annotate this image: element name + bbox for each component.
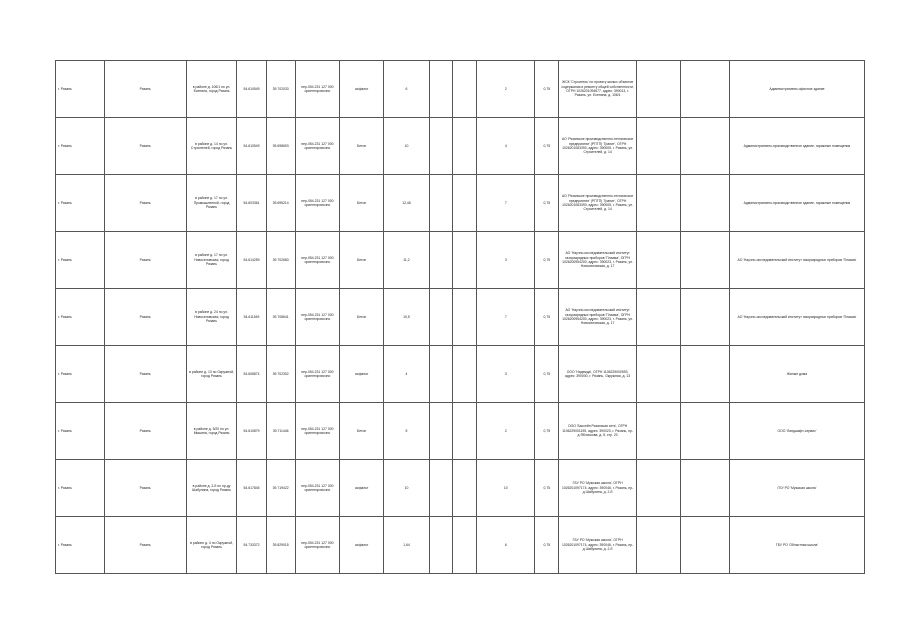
table-cell-coords: нер-054.231 127 000 ориентировочно [295, 346, 339, 403]
table-cell-city: г. Рязань [56, 232, 105, 289]
table-cell-owner: ООО 'Бассейн Рязанская сеть', ОГРН 1106229001195, адрес: 390023, г. Рязань, пр-д Яблочкова, д. 5, стр. 20 [559, 403, 637, 460]
table-row [56, 118, 865, 175]
table-cell-region: Рязань [104, 232, 186, 289]
table-cell-lat: 54.603361 [237, 175, 266, 232]
table-cell-pad2 [681, 61, 730, 118]
table-cell-n1 [429, 289, 453, 346]
table-cell-region: Рязань [104, 517, 186, 574]
table-cell-coords: нер-054.231 127 000 ориентировочно [295, 61, 339, 118]
registry-table [55, 60, 865, 574]
table-cell-city: г. Рязань [56, 61, 105, 118]
table-cell-coords: нер-054.231 127 000 ориентировочно [295, 175, 339, 232]
table-cell-pad1 [636, 460, 680, 517]
table-cell-coords: нер-054.231 127 000 ориентировочно [295, 232, 339, 289]
table-cell-surface: асфальт [340, 346, 384, 403]
table-cell-surface: Бетон [340, 403, 384, 460]
table-cell-count: 7 [477, 175, 535, 232]
table-cell-surface: Бетон [340, 289, 384, 346]
table-cell-location: в районе д. 24 по ул. Новоселовская, город Рязань [186, 289, 237, 346]
table-cell-source: Административно-производственное здание, гаражные помещения [729, 175, 864, 232]
table-cell-source: АО 'Научно-исследовательский институт газоразрядных приборов 'Плазма' [729, 289, 864, 346]
table-cell-pad1 [636, 403, 680, 460]
table-cell-pad2 [681, 289, 730, 346]
table-cell-source: ООО 'Ландшафт-сервис' [729, 403, 864, 460]
table-cell-lat: 54.610549 [237, 118, 266, 175]
table-cell-owner: ГБУ РО 'Мужская школа', ОГРН 1026201097174, адрес: 390046, г. Рязань, пр-д Шабулина, д. 2-б [559, 460, 637, 517]
table-cell-vol: 0,75 [535, 232, 559, 289]
table-cell-lat: 54.614259 [237, 232, 266, 289]
table-cell-location: в районе д. 2-б по пр-ду Шабулина, город Рязань [186, 460, 237, 517]
table-cell-owner: ООО 'Надежда', ОГРН 1106229000593, адрес: 390000, г. Рязань, Окружная, д. 13 [559, 346, 637, 403]
table-cell-owner: АО 'Научно-исследовательский институт газоразрядных приборов 'Плазма', ОГРН 1026200954200, адрес: 390023, г. Рязань, ул. Новоселовская, д. 17 [559, 232, 637, 289]
table-cell-owner: АО 'Рязанское производственно-техническое предприятие' (РПТП) 'Гранит', ОГРН 1026201083390, адрес: 390005, г. Рязань, ул. Строителей, д. 14 [559, 118, 637, 175]
table-cell-n1 [429, 118, 453, 175]
table-cell-region: Рязань [104, 118, 186, 175]
table-cell-pad1 [636, 346, 680, 403]
table-cell-vol: 0,75 [535, 517, 559, 574]
table-cell-lat: 54.733372 [237, 517, 266, 574]
table-cell-n2 [453, 232, 477, 289]
table-row [56, 346, 865, 403]
table-cell-region: Рязань [104, 61, 186, 118]
table-row [56, 232, 865, 289]
table-cell-area: 4 [384, 346, 429, 403]
registry-table-page [55, 60, 865, 574]
table-cell-region: Рязань [104, 460, 186, 517]
table-cell-area: 1,64 [384, 517, 429, 574]
table-cell-vol: 0,75 [535, 289, 559, 346]
table-row [56, 289, 865, 346]
table-cell-vol: 0,75 [535, 175, 559, 232]
table-cell-surface: Бетон [340, 118, 384, 175]
table-cell-source: ГБУ РО 'Областная школа' [729, 517, 864, 574]
table-row [56, 175, 865, 232]
table-cell-count: 4 [477, 118, 535, 175]
table-cell-location: в районе д. 17 по ул. Промышленной, город Рязань [186, 175, 237, 232]
table-cell-n1 [429, 232, 453, 289]
table-cell-location: в районе д. 4 по Окружной, город Рязань [186, 517, 237, 574]
table-cell-coords: нер-054.231 127 000 ориентировочно [295, 118, 339, 175]
table-cell-lat: 54.608874 [237, 346, 266, 403]
table-cell-lon: 39.702033 [266, 61, 295, 118]
table-cell-pad2 [681, 118, 730, 175]
table-cell-pad2 [681, 346, 730, 403]
table-cell-n2 [453, 175, 477, 232]
table-cell-area: 6 [384, 61, 429, 118]
table-cell-city: г. Рязань [56, 346, 105, 403]
table-cell-source: ГБУ РО 'Мужская школа' [729, 460, 864, 517]
table-cell-lat: 54.611549 [237, 289, 266, 346]
table-cell-location: в районе д. 106/1 по ул. Есенина, город Рязань [186, 61, 237, 118]
table-cell-surface: асфальт [340, 460, 384, 517]
table-cell-region: Рязань [104, 175, 186, 232]
table-cell-location: в районе д. 13 по Окружной, город Рязань [186, 346, 237, 403]
table-cell-vol: 0,75 [535, 118, 559, 175]
table-cell-city: г. Рязань [56, 403, 105, 460]
table-cell-city: г. Рязань [56, 289, 105, 346]
table-cell-source: Жилые дома [729, 346, 864, 403]
table-cell-lat: 54.617845 [237, 460, 266, 517]
table-cell-n2 [453, 289, 477, 346]
table-cell-lon: 39.711446 [266, 403, 295, 460]
table-cell-area: 12,46 [384, 175, 429, 232]
table-cell-pad1 [636, 175, 680, 232]
table-cell-source: Административно-производственное здание, гаражные помещения [729, 118, 864, 175]
table-cell-count: 7 [477, 289, 535, 346]
table-cell-lat: 54.610549 [237, 61, 266, 118]
table-row [56, 517, 865, 574]
table-cell-pad1 [636, 61, 680, 118]
table-row [56, 61, 865, 118]
table-cell-lat: 54.610879 [237, 403, 266, 460]
table-cell-region: Рязань [104, 346, 186, 403]
table-cell-pad2 [681, 517, 730, 574]
table-cell-count: 2 [477, 61, 535, 118]
table-cell-surface: Бетон [340, 175, 384, 232]
table-cell-pad1 [636, 517, 680, 574]
table-cell-area: 10,5 [384, 289, 429, 346]
table-row [56, 403, 865, 460]
table-cell-count: 2 [477, 403, 535, 460]
table-cell-count: 3 [477, 346, 535, 403]
table-cell-lon: 39.698693 [266, 118, 295, 175]
table-cell-pad1 [636, 289, 680, 346]
table-cell-pad2 [681, 460, 730, 517]
table-cell-pad2 [681, 175, 730, 232]
table-cell-coords: нер-054.231 127 000 ориентировочно [295, 460, 339, 517]
table-cell-area: 5 [384, 403, 429, 460]
table-cell-n2 [453, 118, 477, 175]
table-cell-n1 [429, 517, 453, 574]
table-cell-lon: 39.702683 [266, 232, 295, 289]
table-cell-n1 [429, 346, 453, 403]
table-cell-region: Рязань [104, 403, 186, 460]
table-cell-n2 [453, 403, 477, 460]
table-cell-surface: Бетон [340, 232, 384, 289]
table-cell-n2 [453, 61, 477, 118]
table-cell-lon: 39.695214 [266, 175, 295, 232]
table-cell-pad2 [681, 232, 730, 289]
table-cell-city: г. Рязань [56, 118, 105, 175]
table-cell-n2 [453, 460, 477, 517]
table-cell-lon: 39.829015 [266, 517, 295, 574]
table-cell-coords: нер-054.231 127 000 ориентировочно [295, 403, 339, 460]
table-cell-surface: асфальт [340, 61, 384, 118]
table-cell-n2 [453, 346, 477, 403]
table-row [56, 460, 865, 517]
table-cell-n1 [429, 175, 453, 232]
table-cell-owner: ГБУ РО 'Мужская школа', ОГРН 1026201097174, адрес: 390046, г. Рязань, пр-д Шабулина, д. 2-б [559, 517, 637, 574]
table-cell-owner: АО 'Рязанское производственно-техническое предприятие' (РПТП) 'Гранит', ОГРН 1026201083390, адрес: 390005, г. Рязань, ул. Строителей, д. 14 [559, 175, 637, 232]
table-cell-vol: 0,75 [535, 61, 559, 118]
table-cell-coords: нер-054.231 127 000 ориентировочно [295, 289, 339, 346]
table-cell-lon: 39.719422 [266, 460, 295, 517]
table-cell-n1 [429, 460, 453, 517]
table-cell-n1 [429, 61, 453, 118]
table-cell-area: 10 [384, 460, 429, 517]
table-cell-city: г. Рязань [56, 175, 105, 232]
table-cell-lon: 39.708641 [266, 289, 295, 346]
table-cell-vol: 0,75 [535, 346, 559, 403]
table-cell-n1 [429, 403, 453, 460]
table-cell-region: Рязань [104, 289, 186, 346]
table-cell-area: 11,2 [384, 232, 429, 289]
table-cell-source: АО 'Научно-исследовательский институт газоразрядных приборов 'Плазма' [729, 232, 864, 289]
table-cell-count: 3 [477, 232, 535, 289]
table-cell-n2 [453, 517, 477, 574]
table-cell-location: в районе д. 17 по ул. Новоселовская, город Рязань [186, 232, 237, 289]
table-cell-owner: ЖСК 'Строитель' по проекту жилых объектов содержания и ремонту общей собственности, ОГРН 1026201094677, адрес: 390013, г. Рязань, ул. Есенина, д. 106/1 [559, 61, 637, 118]
table-cell-vol: 0,75 [535, 403, 559, 460]
table-cell-pad2 [681, 403, 730, 460]
table-cell-location: в районе д. 5/20 по ул. Мишина, город Рязань [186, 403, 237, 460]
table-cell-pad1 [636, 232, 680, 289]
table-cell-source: Административно-офисное здание [729, 61, 864, 118]
table-cell-surface: асфальт [340, 517, 384, 574]
table-cell-owner: АО 'Научно-исследовательский институт газоразрядных приборов 'Плазма', ОГРН 1026200954200, адрес: 390023, г. Рязань, ул. Новоселовская, д. 17 [559, 289, 637, 346]
table-body [56, 61, 865, 574]
table-cell-pad1 [636, 118, 680, 175]
table-cell-location: в районе д. 14 по ул. Строителей, город Рязань [186, 118, 237, 175]
table-cell-coords: нер-054.231 127 000 ориентировочно [295, 517, 339, 574]
table-cell-city: г. Рязань [56, 460, 105, 517]
table-cell-lon: 39.702302 [266, 346, 295, 403]
table-cell-area: 10 [384, 118, 429, 175]
table-cell-count: 10 [477, 460, 535, 517]
table-cell-city: г. Рязань [56, 517, 105, 574]
table-cell-vol: 0,75 [535, 460, 559, 517]
table-cell-count: 6 [477, 517, 535, 574]
